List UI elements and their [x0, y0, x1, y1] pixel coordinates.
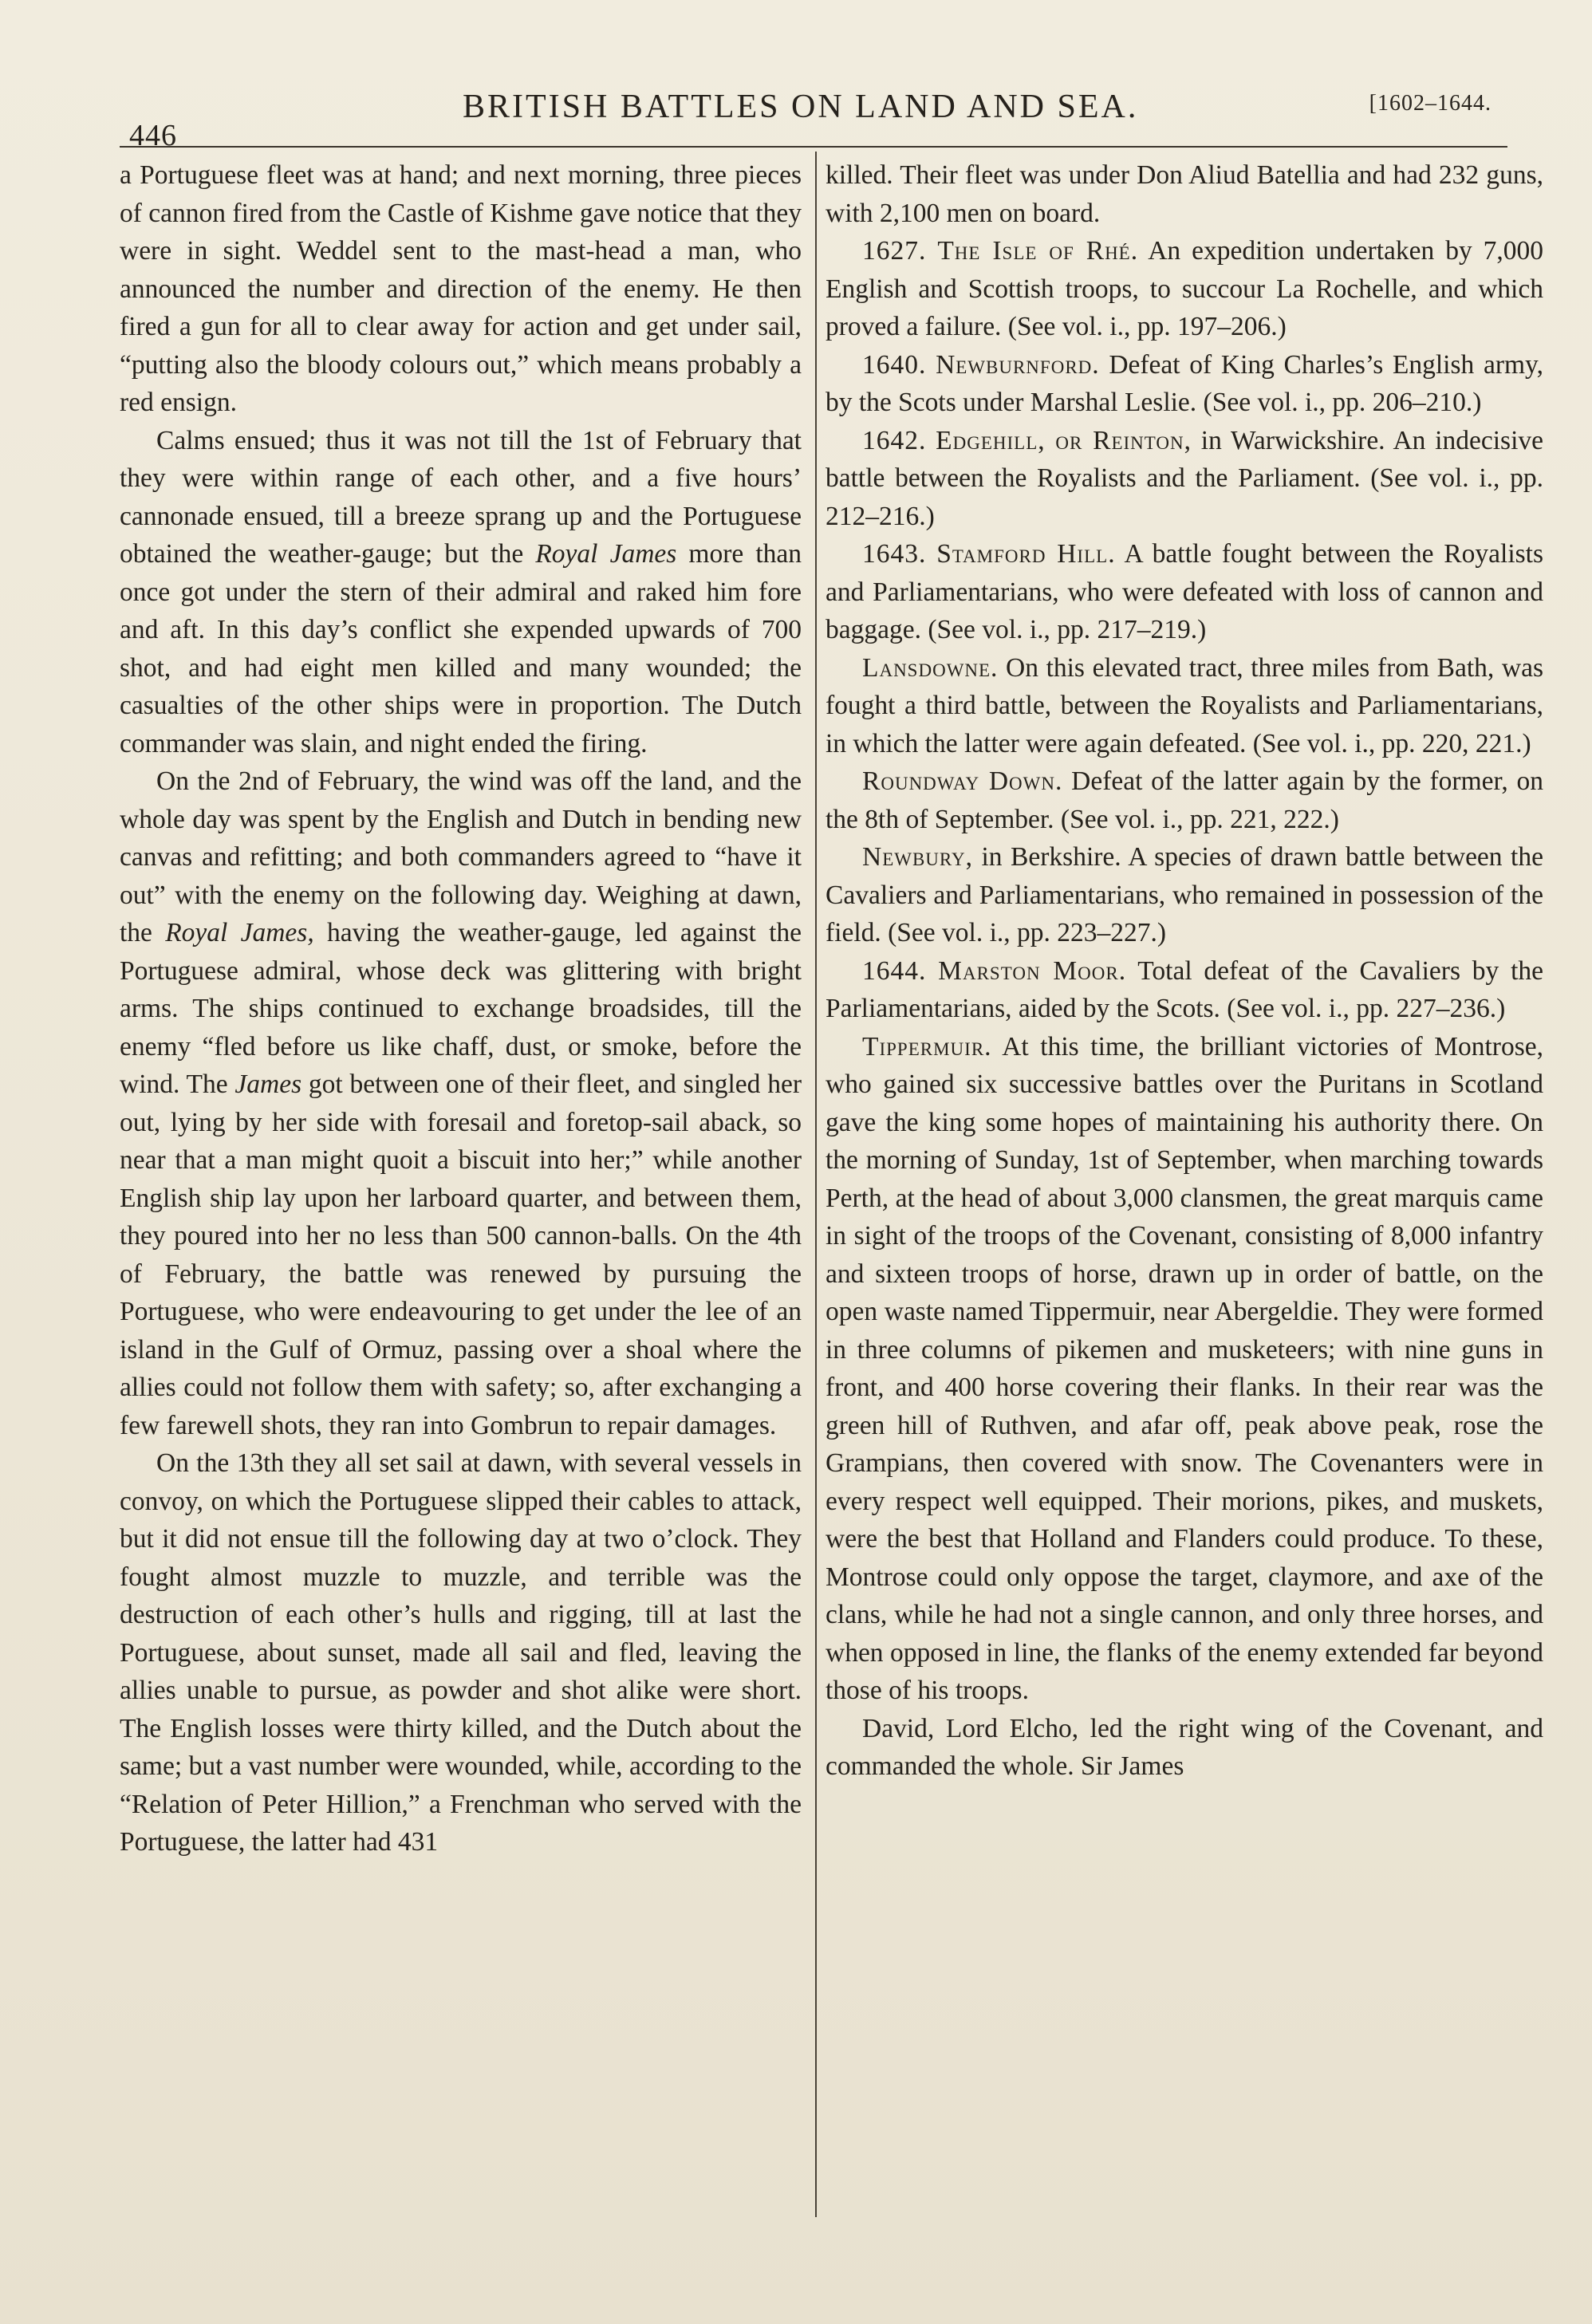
entry-year: 1643.: [862, 539, 927, 569]
battle-name: Roundway Down.: [862, 766, 1063, 796]
entry-year: 1642.: [862, 425, 927, 455]
battle-entry: 1627. The Isle of Rhé. An expedition undertaken by 7,000 English and Scottish troops, to succour La Rochelle, and which proved a failure. (See vol. i., pp. 197–206.): [826, 236, 1544, 341]
ship-name: James: [234, 1069, 302, 1099]
left-column: [120, 156, 802, 1861]
battle-name: Edgehill, or Reinton,: [936, 425, 1192, 455]
running-title: BRITISH BATTLES ON LAND AND SEA.: [463, 89, 1139, 125]
page-number: 446: [129, 119, 177, 152]
battle-name: Stamford Hill.: [936, 539, 1116, 569]
battle-entry: Tippermuir. At this time, the brilliant victories of Montrose, who gained six successive battles over the Puritans in Scotland gave the king some hopes of maintaining his authority there. On the morning of Sunday, 1st of September, when marching towards Perth, at the head of about 3,000 clansmen, the great marquis came in sight of the troops of the Covenant, consisting of 8,000 infantry and sixteen troops of horse, drawn up in order of battle, on the open waste named Tippermuir, near Abergeldie. They were formed in three columns of pikemen and musketeers; with nine guns in front, and 400 horse covering their flanks. In their rear was the green hill of Ruthven, and afar off, peak above peak, rose the Grampians, then covered with snow. The Covenanters were in every respect well equipped. Their morions, pikes, and muskets, were the best that Holland and Flanders could produce. To these, Montrose could only oppose the target, claymore, and axe of the clans, while he had not a single cannon, and only three horses, and when opposed in line, the flanks of the enemy extended far beyond those of his troops.: [826, 1031, 1543, 1705]
entry-year: 1627.: [862, 236, 927, 266]
ship-name: Royal James: [535, 539, 677, 569]
entry-year: 1640.: [862, 349, 927, 380]
battle-entry: 1643. Stamford Hill. A battle fought between the Royalists and Parliamentarians, who were defeated with loss of cannon and baggage. (See vol. i., pp. 217–219.): [826, 539, 1544, 644]
battle-entry: 1642. Edgehill, or Reinton, in Warwickshire. An indecisive battle between the Royalists and the Parliament. (See vol. i., pp. 212–216.): [826, 425, 1543, 531]
paragraph: Calms ensued; thus it was not till the 1st of February that they were within range of each other, and a five hours’ cannonade ensued, till a breeze sprang up and the Portuguese obtained the weather-gauge; but the Royal James more than once got under the stern of their admiral and raked him fore and aft. In this day’s conflict she expended upwards of 700 shot, and had eight men killed and many wounded; the casualties of the other ships were in proportion. The Dutch commander was slain, and night ended the firing.: [120, 425, 802, 758]
column-divider: [815, 152, 817, 2217]
battle-name: Lansdowne.: [862, 652, 999, 683]
battle-entry: Roundway Down. Defeat of the latter again by the former, on the 8th of September. (See vol. i., pp. 221, 222.): [826, 766, 1543, 834]
paragraph: a Portuguese fleet was at hand; and next morning, three pieces of cannon fired from the Castle of Kishme gave notice that they were in sight. Weddel sent to the mast-head a man, who announced the number and direction of the enemy. He then fired a gun for all to clear away for action and get under sail, “putting also the bloody colours out,” which means probably a red ensign.: [120, 160, 802, 417]
battle-name: Newbury,: [862, 842, 973, 872]
header-rule: [120, 146, 1507, 148]
battle-entry: 1644. Marston Moor. Total defeat of the Cavaliers by the Parliamentarians, aided by the Scots. (See vol. i., pp. 227–236.): [826, 955, 1543, 1023]
paragraph: On the 2nd of February, the wind was off the land, and the whole day was spent by the English and Dutch in bending new canvas and refitting; and both commanders agreed to “have it out” with the enemy on the following day. Weighing at dawn, the Royal James, having the weather-gauge, led against the Portuguese admiral, whose deck was glittering with bright arms. The ships continued to exchange broadsides, till the enemy “fled before us like chaff, dust, or smoke, before the wind. The James got between one of their fleet, and singled her out, lying by her side with foresail and foretop-sail aback, so near that a man might quoit a biscuit into her;” while another English ship lay upon her larboard quarter, and between them, they poured into her no less than 500 cannon-balls. On the 4th of February, the battle was renewed by pursuing the Portuguese, who were endeavouring to get under the lee of an island in the Gulf of Ormuz, passing over a shoal where the allies could not follow them with safety; so, after exchanging a few farewell shots, they ran into Gombrun to repair damages.: [120, 766, 802, 1440]
entry-year: 1644.: [862, 955, 927, 986]
paragraph: killed. Their fleet was under Don Aliud Batellia and had 232 guns, with 2,100 men on board.: [826, 160, 1543, 228]
page-header: [120, 77, 1523, 152]
battle-entry: 1640. Newburnford. Defeat of King Charles’s English army, by the Scots under Marshal Leslie. (See vol. i., pp. 206–210.): [826, 349, 1543, 417]
battle-name: Marston Moor.: [938, 955, 1127, 986]
ship-name: Royal James,: [165, 918, 314, 947]
right-column: [826, 156, 1543, 1786]
paragraph: David, Lord Elcho, led the right wing of the Covenant, and commanded the whole. Sir James: [826, 1713, 1543, 1781]
battle-entry: Lansdowne. On this elevated tract, three miles from Bath, was fought a third battle, between the Royalists and Parliamentarians, in which the latter were again defeated. (See vol. i., pp. 220, 221.): [826, 652, 1543, 758]
battle-name: Newburnford.: [936, 349, 1100, 380]
battle-name: Tippermuir.: [862, 1031, 992, 1062]
paragraph: On the 13th they all set sail at dawn, with several vessels in convoy, on which the Portuguese slipped their cables to attack, but it did not ensue till the following day at two o’clock. They fought almost muzzle to muzzle, and terrible was the destruction of each other’s hulls and rigging, till at last the Portuguese, about sunset, made all sail and fled, leaving the allies unable to pursue, as powder and shot alike were short. The English losses were thirty killed, and the Dutch about the same; but a vast number were wounded, while, according to the “Relation of Peter Hillion,” a Frenchman who served with the Portuguese, the latter had 431: [120, 1448, 802, 1857]
battle-entry: Newbury, in Berkshire. A species of drawn battle between the Cavaliers and Parliamentarians, who remained in possession of the field. (See vol. i., pp. 223–227.): [826, 842, 1543, 947]
battle-name: The Isle of Rhé.: [937, 236, 1139, 266]
date-range: [1602–1644.: [1369, 91, 1492, 116]
